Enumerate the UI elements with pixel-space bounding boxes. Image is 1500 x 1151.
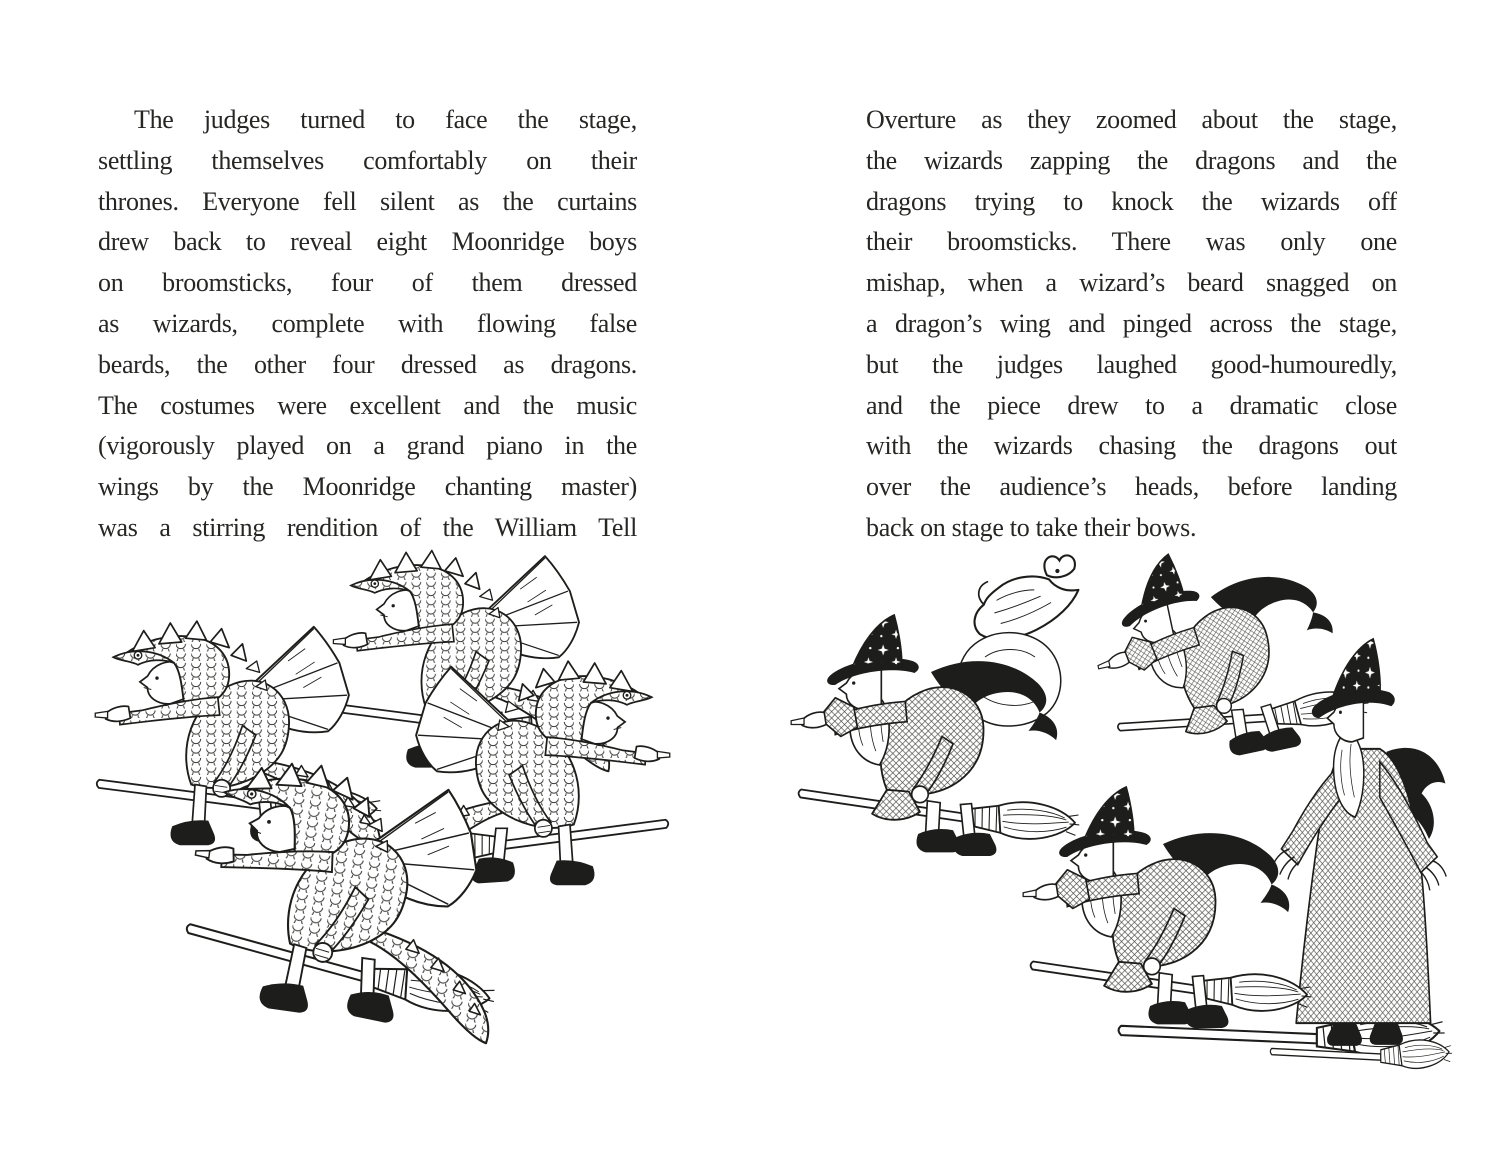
text-line: drew back to reveal eight Moonridge boys xyxy=(98,227,637,257)
text-line: was a stirring rendition of the William Tell xyxy=(98,512,637,542)
left-page-text xyxy=(98,100,637,549)
text-line: and the piece drew to a dramatic close xyxy=(866,390,1397,420)
dragon-rider-figure xyxy=(175,750,525,1044)
text-line: but the judges laughed good-humouredly, xyxy=(866,349,1397,379)
text-line: settling themselves comfortably on their xyxy=(98,145,637,175)
text-line: their broomsticks. There was only one xyxy=(866,227,1397,257)
dragons-illustration xyxy=(100,552,665,1052)
text-line: beards, the other four dressed as dragons. xyxy=(98,349,637,379)
text-line: with the wizards chasing the dragons out xyxy=(866,431,1397,461)
wizards-illustration xyxy=(785,545,1455,1065)
text-line: a dragon’s wing and pinged across the stage, xyxy=(866,308,1397,338)
text-line: The judges turned to face the stage, xyxy=(134,105,637,134)
text-line: thrones. Everyone fell silent as the curtains xyxy=(98,186,637,216)
right-page-text xyxy=(866,100,1397,549)
text-line: over the audience’s heads, before landing xyxy=(866,472,1397,502)
text-line: wings by the Moonridge chanting master) xyxy=(98,472,637,502)
text-line: on broomsticks, four of them dressed xyxy=(98,268,637,298)
wizard-rider-figure xyxy=(1078,520,1375,784)
text-line: the wizards zapping the dragons and the xyxy=(866,145,1397,175)
text-line: dragons trying to knock the wizards off xyxy=(866,186,1397,216)
text-line: mishap, when a wizard’s beard snagged on xyxy=(866,268,1397,298)
text-line: Overture as they zoomed about the stage, xyxy=(866,105,1397,134)
floating-beard xyxy=(975,555,1079,639)
text-line: The costumes were excellent and the music xyxy=(98,390,637,420)
text-line: back on stage to take their bows. xyxy=(866,512,1197,542)
text-line: (vigorously played on a grand piano in the xyxy=(98,431,637,461)
text-line: as wizards, complete with flowing false xyxy=(98,308,637,338)
